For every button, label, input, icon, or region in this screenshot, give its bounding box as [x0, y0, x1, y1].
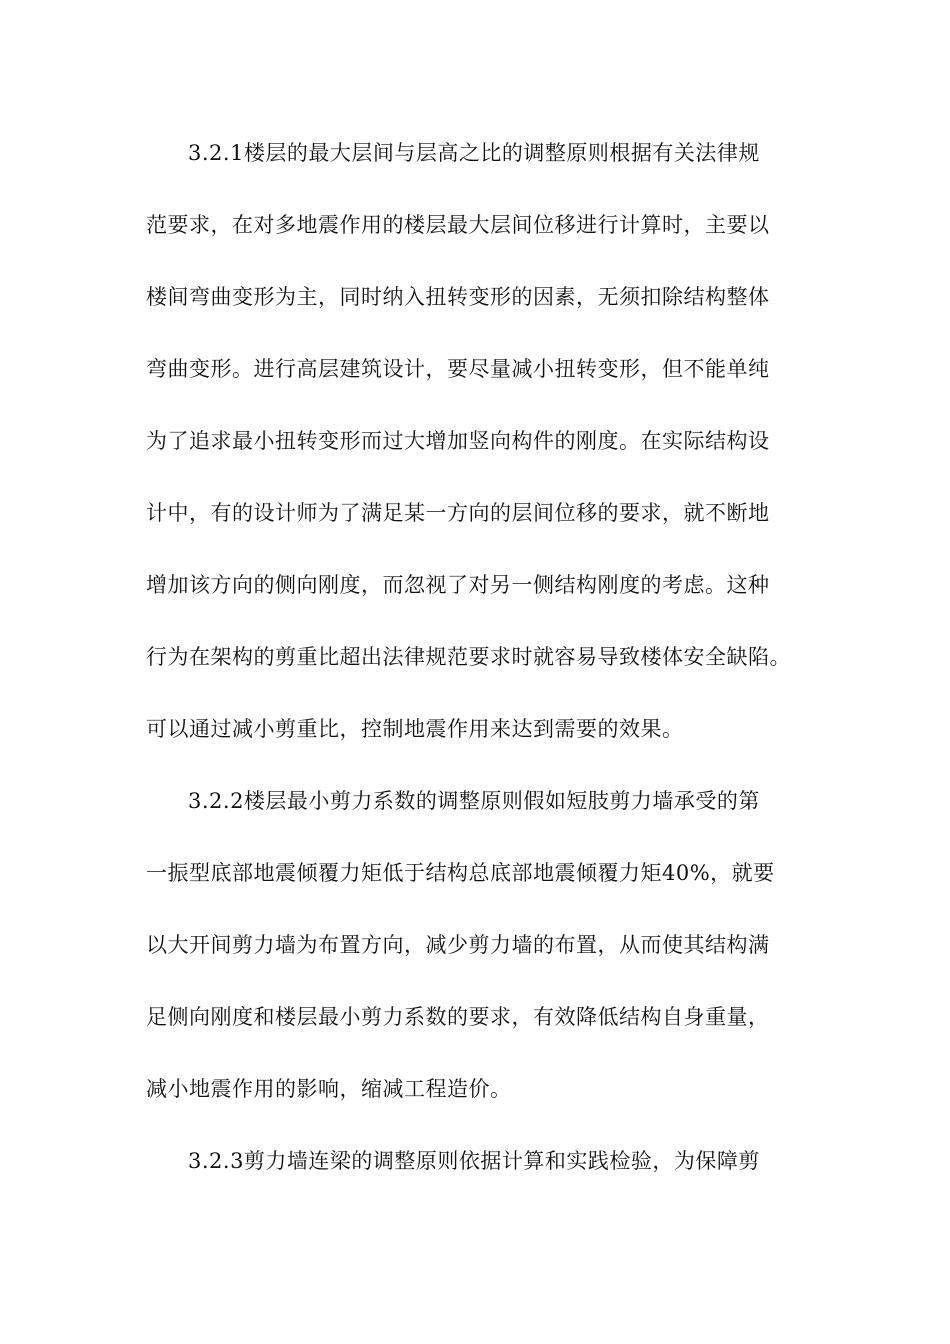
paragraph-3-2-2-line-4: 足侧向刚度和楼层最小剪力系数的要求，有效降低结构自身重量，: [146, 1005, 770, 1029]
paragraph-3-2-2-line-2: 一振型底部地震倾覆力矩低于结构总底部地震倾覆力矩40%，就要: [146, 861, 775, 885]
paragraph-3-2-1-line-8: 行为在架构的剪重比超出法律规范要求时就容易导致楼体安全缺陷。: [146, 645, 791, 669]
paragraph-3-2-1-line-6: 计中，有的设计师为了满足某一方向的层间位移的要求，就不断地: [146, 501, 770, 525]
paragraph-3-2-2-line-1: 3.2.2楼层最小剪力系数的调整原则假如短肢剪力墙承受的第: [188, 789, 760, 813]
paragraph-3-2-1-line-9: 可以通过减小剪重比，控制地震作用来达到需要的效果。: [146, 717, 684, 741]
paragraph-3-2-2-line-3: 以大开间剪力墙为布置方向，减少剪力墙的布置，从而使其结构满: [146, 933, 770, 957]
paragraph-3-2-1-line-3: 楼间弯曲变形为主，同时纳入扭转变形的因素，无须扣除结构整体: [146, 285, 770, 309]
paragraph-3-2-1-line-5: 为了追求最小扭转变形而过大增加竖向构件的刚度。在实际结构设: [146, 429, 770, 453]
paragraph-3-2-3-line-1: 3.2.3剪力墙连梁的调整原则依据计算和实践检验，为保障剪: [188, 1149, 760, 1173]
paragraph-3-2-1-line-2: 范要求，在对多地震作用的楼层最大层间位移进行计算时，主要以: [146, 213, 770, 237]
paragraph-3-2-1-line-1: 3.2.1楼层的最大层间与层高之比的调整原则根据有关法律规: [188, 141, 760, 165]
paragraph-3-2-1-line-4: 弯曲变形。进行高层建筑设计，要尽量减小扭转变形，但不能单纯: [146, 357, 770, 381]
paragraph-3-2-1-line-7: 增加该方向的侧向刚度，而忽视了对另一侧结构刚度的考虑。这种: [146, 573, 770, 597]
paragraph-3-2-2-line-5: 减小地震作用的影响，缩减工程造价。: [146, 1077, 512, 1101]
